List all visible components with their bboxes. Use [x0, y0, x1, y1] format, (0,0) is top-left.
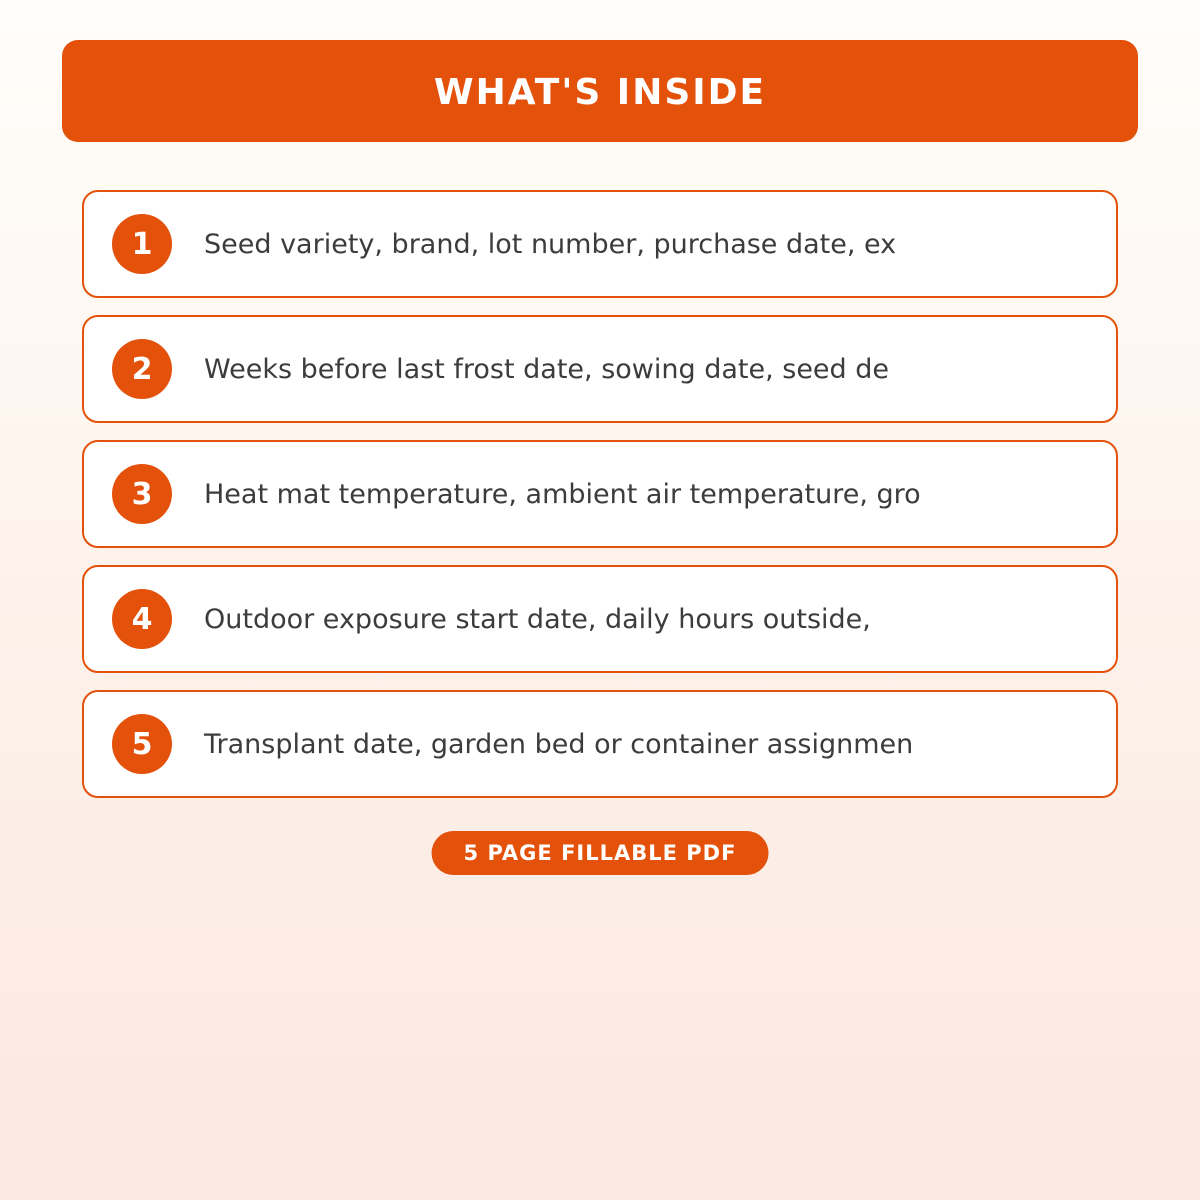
item-number-badge: 1	[112, 214, 172, 274]
fillable-pdf-badge	[432, 831, 769, 875]
item-text: Outdoor exposure start date, daily hours outside,	[204, 603, 871, 635]
feature-list	[82, 190, 1118, 798]
item-text: Transplant date, garden bed or container assignmen	[204, 728, 914, 760]
list-item	[82, 190, 1118, 298]
item-number-badge: 2	[112, 339, 172, 399]
list-item	[82, 565, 1118, 673]
item-text: Heat mat temperature, ambient air temperature, gro	[204, 478, 921, 510]
item-number-badge: 4	[112, 589, 172, 649]
item-number-badge: 5	[112, 714, 172, 774]
fillable-pdf-badge-label: 5 PAGE FILLABLE PDF	[463, 841, 737, 865]
item-text: Weeks before last frost date, sowing date, seed de	[204, 353, 890, 385]
item-number-badge: 3	[112, 464, 172, 524]
list-item	[82, 315, 1118, 423]
whats-inside-header: WHAT'S INSIDE	[62, 40, 1138, 142]
list-item	[82, 440, 1118, 548]
item-text: Seed variety, brand, lot number, purchase date, ex	[204, 228, 897, 260]
list-item	[82, 690, 1118, 798]
